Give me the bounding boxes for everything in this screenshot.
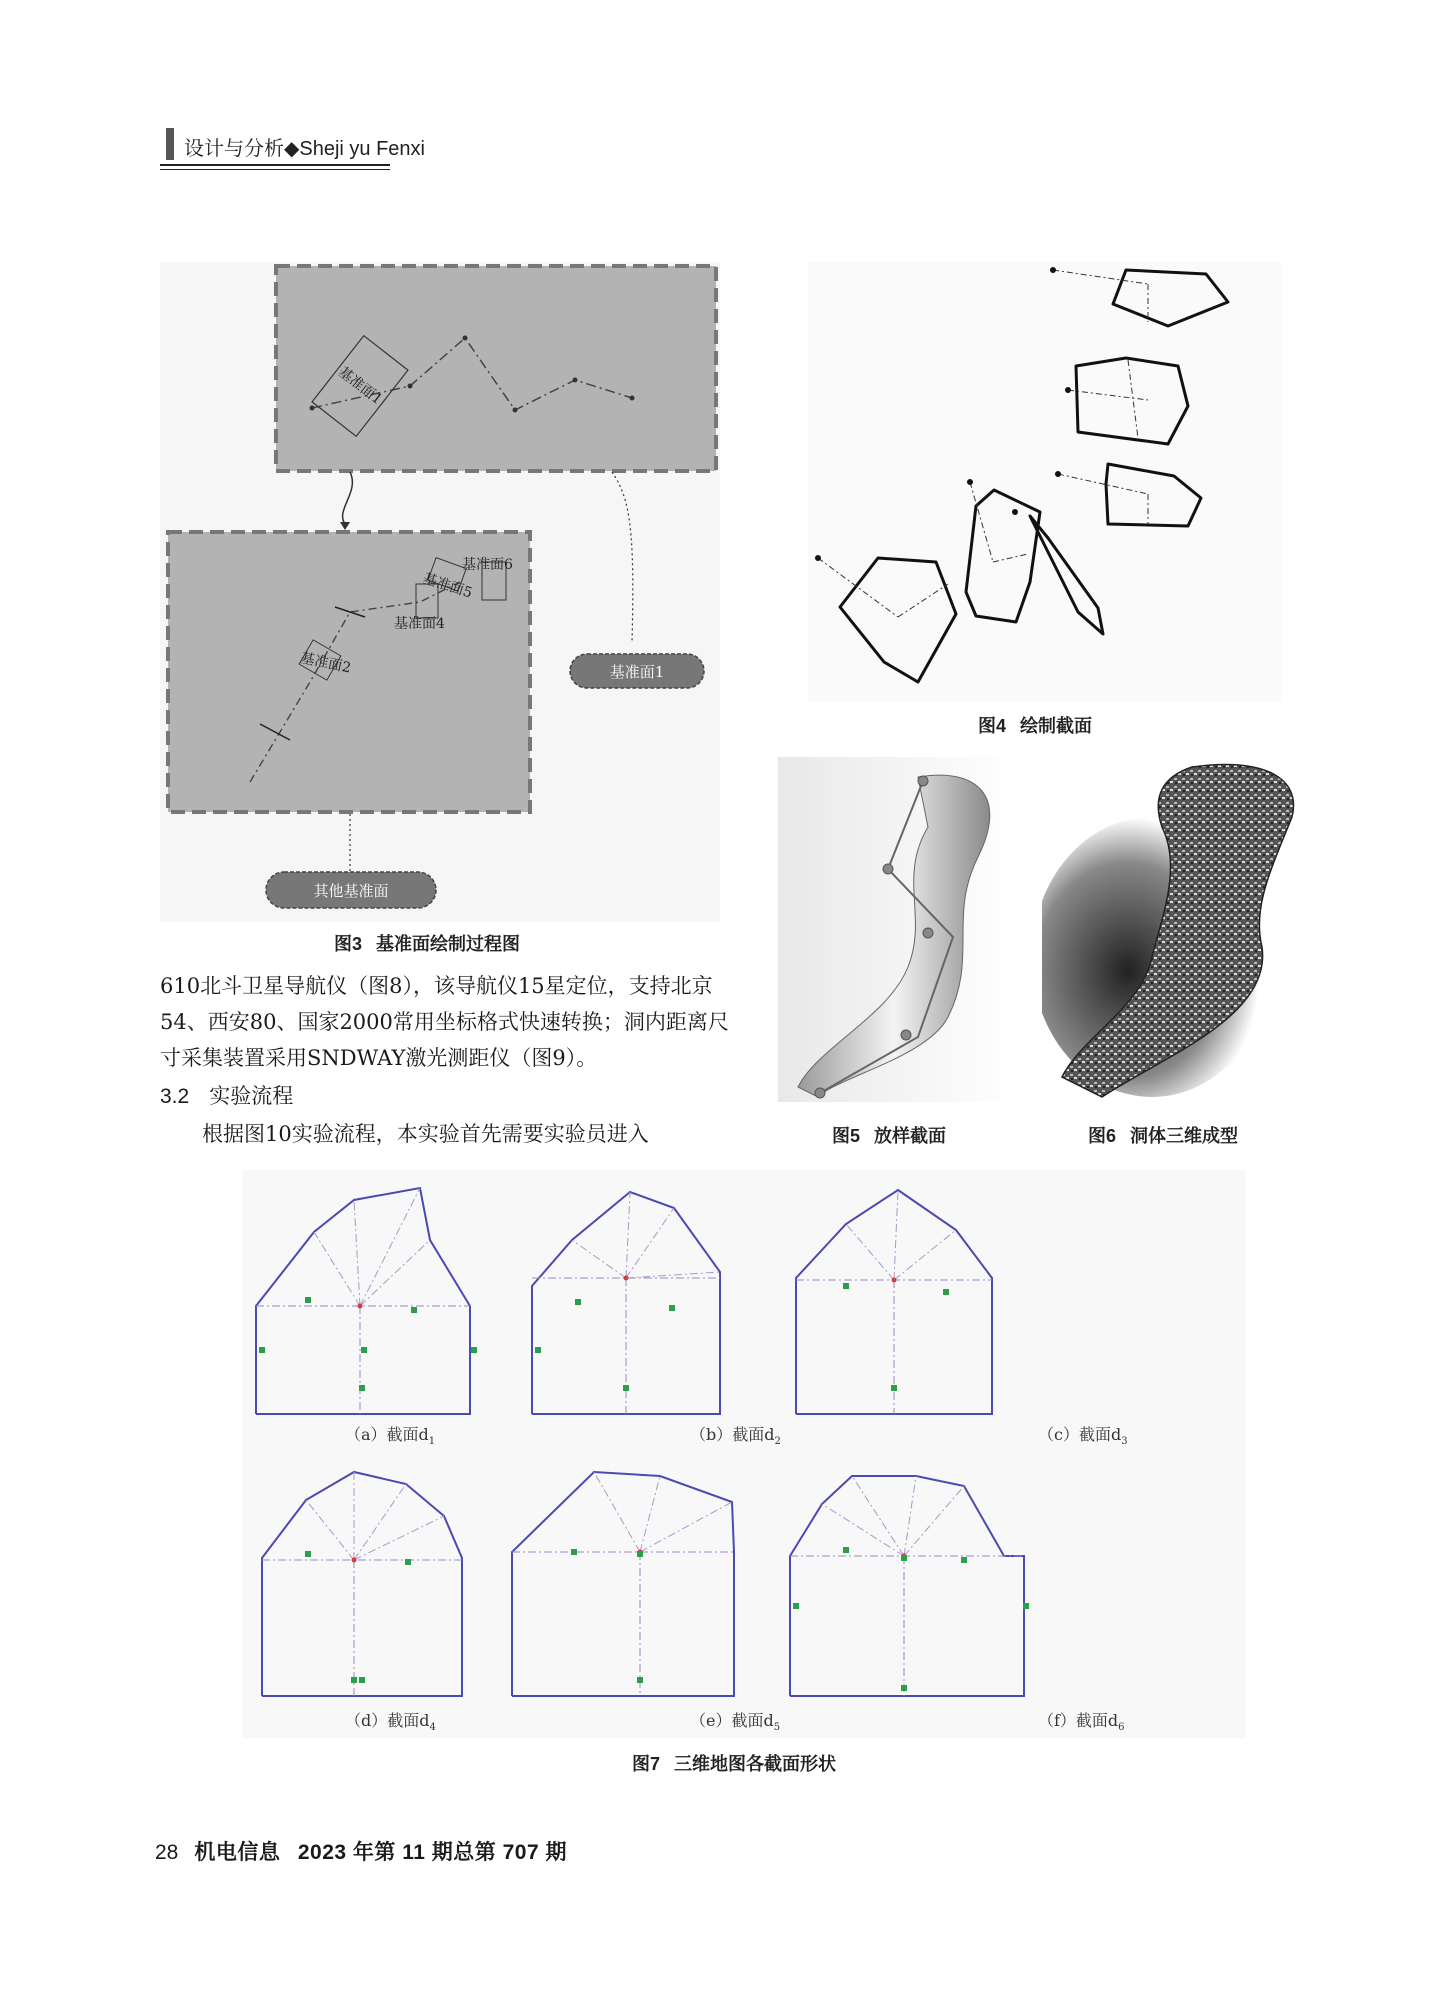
plane-1-label: 基准面1	[335, 364, 385, 408]
figure-5	[778, 757, 1016, 1102]
other-planes-pill-label: 其他基准面	[313, 882, 389, 900]
plane-6-label: 基准面6	[462, 557, 513, 573]
header-title: 设计与分析◆Sheji yu Fenxi	[184, 138, 425, 160]
page-number: 28	[155, 1841, 179, 1864]
header-bar	[166, 128, 174, 160]
panel-d-label: （d）截面$d_4$	[345, 1711, 436, 1734]
journal-name: 机电信息	[194, 1841, 281, 1864]
issue-info: 2023 年第 11 期总第 707 期	[297, 1841, 568, 1864]
figure-5-title: 放样截面	[874, 1126, 947, 1146]
figure-3-caption	[334, 930, 520, 956]
panel-c-label: （c）截面$d_3$	[1038, 1425, 1128, 1448]
figure-5-caption	[832, 1122, 946, 1148]
plane-5-label: 基准面5	[420, 570, 475, 602]
figure-4-caption	[978, 712, 1092, 738]
body-paragraph-1	[160, 968, 730, 1076]
panel-b-label: （b）截面$d_2$	[690, 1425, 781, 1448]
figure-7-caption	[632, 1750, 836, 1776]
figure-6	[1042, 757, 1314, 1102]
figure-6-number: 图6	[1088, 1126, 1117, 1146]
figure-3-title: 基准面绘制过程图	[376, 934, 521, 954]
panel-a-label: （a）截面$d_1$	[345, 1425, 436, 1448]
figure-4-number: 图4	[978, 716, 1007, 736]
figure-3-number: 图3	[334, 934, 363, 954]
figure-6-title: 洞体三维成型	[1130, 1126, 1239, 1146]
section-heading	[160, 1080, 313, 1110]
panel-f-label: （f）截面$d_6$	[1038, 1711, 1125, 1734]
body-paragraph-2	[160, 1116, 730, 1152]
paragraph-1-text: 610北斗卫星导航仪（图8），该导航仪15星定位，支持北京54、西安80、国家2000常用坐标格式快速转换；洞内距离尺寸采集装置采用SNDWAY激光测距仪（图9）。	[160, 974, 729, 1070]
plane-1-pill-label: 基准面1	[609, 663, 665, 681]
figure-7	[242, 1170, 1246, 1738]
figure-5-number: 图5	[832, 1126, 861, 1146]
figure-3	[160, 262, 720, 922]
section-number: 3.2	[160, 1085, 190, 1108]
figure-7-number: 图7	[632, 1754, 661, 1774]
figure-6-caption	[1088, 1122, 1238, 1148]
panel-e-label: （e）截面$d_5$	[690, 1711, 781, 1734]
figure-4-title: 绘制截面	[1020, 716, 1093, 736]
page-footer	[155, 1836, 567, 1866]
figure-7-title: 三维地图各截面形状	[674, 1754, 837, 1774]
section-title: 实验流程	[209, 1085, 294, 1108]
header-rule	[160, 164, 390, 166]
paragraph-2-text: 根据图10实验流程，本实验首先需要实验员进入	[202, 1122, 649, 1146]
figure-4	[808, 262, 1282, 702]
plane-2-label: 基准面2	[299, 650, 353, 677]
plane-4-label: 基准面4	[394, 616, 445, 632]
header-rule-thin	[160, 169, 390, 170]
